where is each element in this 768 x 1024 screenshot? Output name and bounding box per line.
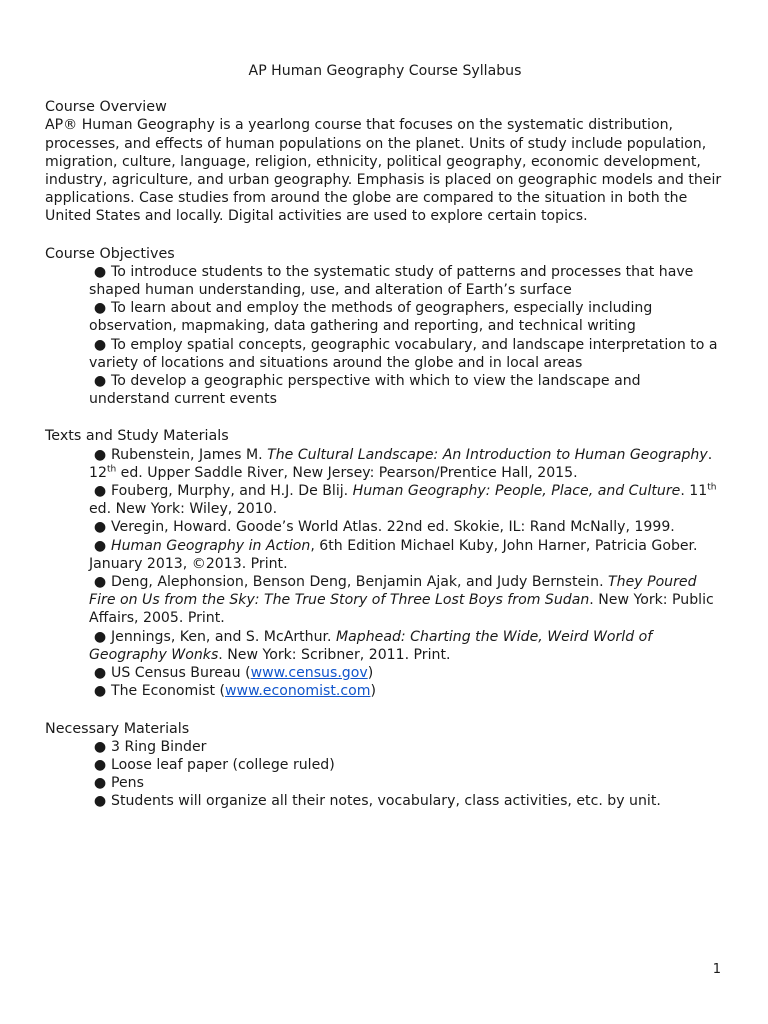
bullet-icon: ● bbox=[93, 665, 107, 682]
book-title: Maphead: Charting the Wide, Weird World of Geography Wonks bbox=[89, 628, 653, 663]
list-item: ● Pens bbox=[89, 774, 725, 792]
list-item: ● 3 Ring Binder bbox=[89, 738, 725, 756]
bullet-icon: ● bbox=[93, 738, 107, 755]
texts-section bbox=[45, 427, 725, 700]
materials-list bbox=[45, 738, 725, 811]
bullet-icon: ● bbox=[93, 775, 107, 792]
census-link[interactable]: www.census.gov bbox=[250, 665, 368, 682]
list-item: ● Fouberg, Murphy, and H.J. De Blij. Human Geography: People, Place, and Culture. 11th ed. New York: Wiley, 2010. bbox=[89, 482, 717, 518]
list-item: ● To employ spatial concepts, geographic vocabulary, and landscape interpretation to a variety of locations and situations around the globe and in local areas bbox=[89, 336, 718, 371]
list-item: ● Deng, Alephonsion, Benson Deng, Benjamin Ajak, and Judy Bernstein. They Poured Fire on Us from the Sky: The True Story of Three Lost Boys from Sudan. New York: Public Affairs, 2005. Print. bbox=[89, 574, 714, 627]
course-overview-text: AP® Human Geography is a yearlong course that focuses on the systematic distribution, processes, and effects of human populations on the planet. Units of study include population, migration, culture, language, religion, ethnicity, political geography, economic development, industry, agriculture, and urban geography. Emphasis is placed on geographic models and their applications. Case studies from around the globe are compared to the situation in both the United States and locally. Digital activities are used to explore certain topics. bbox=[45, 117, 722, 225]
course-overview-heading: Course Overview bbox=[45, 99, 167, 116]
list-item: ● To introduce students to the systematic study of patterns and processes that have shaped human understanding, use, and alteration of Earth’s surface bbox=[89, 263, 694, 299]
bullet-icon: ● bbox=[93, 300, 107, 317]
list-item: ● Jennings, Ken, and S. McArthur. Maphead: Charting the Wide, Weird World of Geography Wonks. New York: Scribner, 2011. Print. bbox=[89, 628, 653, 663]
document-page bbox=[45, 62, 725, 830]
list-item: ● To develop a geographic perspective with which to view the landscape and understand current events bbox=[89, 373, 641, 408]
course-objectives-section bbox=[45, 245, 725, 409]
objectives-list bbox=[45, 263, 725, 409]
bullet-icon: ● bbox=[93, 336, 107, 353]
bullet-icon: ● bbox=[93, 628, 107, 645]
bullet-icon: ● bbox=[93, 683, 107, 700]
bullet-icon: ● bbox=[93, 263, 107, 280]
list-item: ● To learn about and employ the methods of geographers, especially including observation, mapmaking, data gathering and reporting, and technical writing bbox=[89, 300, 653, 335]
list-item: ● Veregin, Howard. Goode’s World Atlas. 22nd ed. Skokie, IL: Rand McNally, 1999. bbox=[89, 518, 725, 536]
page-title: AP Human Geography Course Syllabus bbox=[248, 63, 522, 79]
bullet-icon: ● bbox=[93, 373, 107, 390]
necessary-materials-heading: Necessary Materials bbox=[45, 720, 190, 737]
list-item: ● Rubenstein, James M. The Cultural Landscape: An Introduction to Human Geography. 12th ed. Upper Saddle River, New Jersey: Pearson/Prentice Hall, 2015. bbox=[89, 446, 713, 481]
texts-list bbox=[45, 446, 725, 701]
book-title: Human Geography: People, Place, and Culture bbox=[352, 483, 681, 500]
bullet-icon: ● bbox=[93, 483, 107, 500]
bullet-icon: ● bbox=[93, 756, 107, 773]
book-title: They Poured Fire on Us from the Sky: The True Story of Three Lost Boys from Sudan bbox=[89, 574, 697, 609]
texts-heading: Texts and Study Materials bbox=[45, 428, 229, 445]
book-title: Human Geography in Action bbox=[111, 537, 311, 554]
book-title: The Cultural Landscape: An Introduction to Human Geography bbox=[267, 446, 708, 463]
page-number: 1 bbox=[712, 962, 721, 977]
bullet-icon: ● bbox=[93, 519, 107, 536]
necessary-materials-section bbox=[45, 720, 725, 811]
list-item: ● US Census Bureau (www.census.gov) bbox=[89, 664, 725, 682]
bullet-icon: ● bbox=[93, 537, 107, 554]
list-item: ● Students will organize all their notes, vocabulary, class activities, etc. by unit. bbox=[89, 792, 725, 810]
course-objectives-heading: Course Objectives bbox=[45, 245, 175, 262]
bullet-icon: ● bbox=[93, 446, 107, 463]
economist-link[interactable]: www.economist.com bbox=[225, 683, 371, 700]
bullet-icon: ● bbox=[93, 793, 107, 810]
course-overview-section bbox=[45, 98, 725, 225]
list-item: ● Loose leaf paper (college ruled) bbox=[89, 756, 725, 774]
list-item: ● Human Geography in Action, 6th Edition Michael Kuby, John Harner, Patricia Gober. January 2013, ©2013. Print. bbox=[89, 537, 698, 572]
list-item: ● The Economist (www.economist.com) bbox=[89, 682, 725, 700]
bullet-icon: ● bbox=[93, 574, 107, 591]
